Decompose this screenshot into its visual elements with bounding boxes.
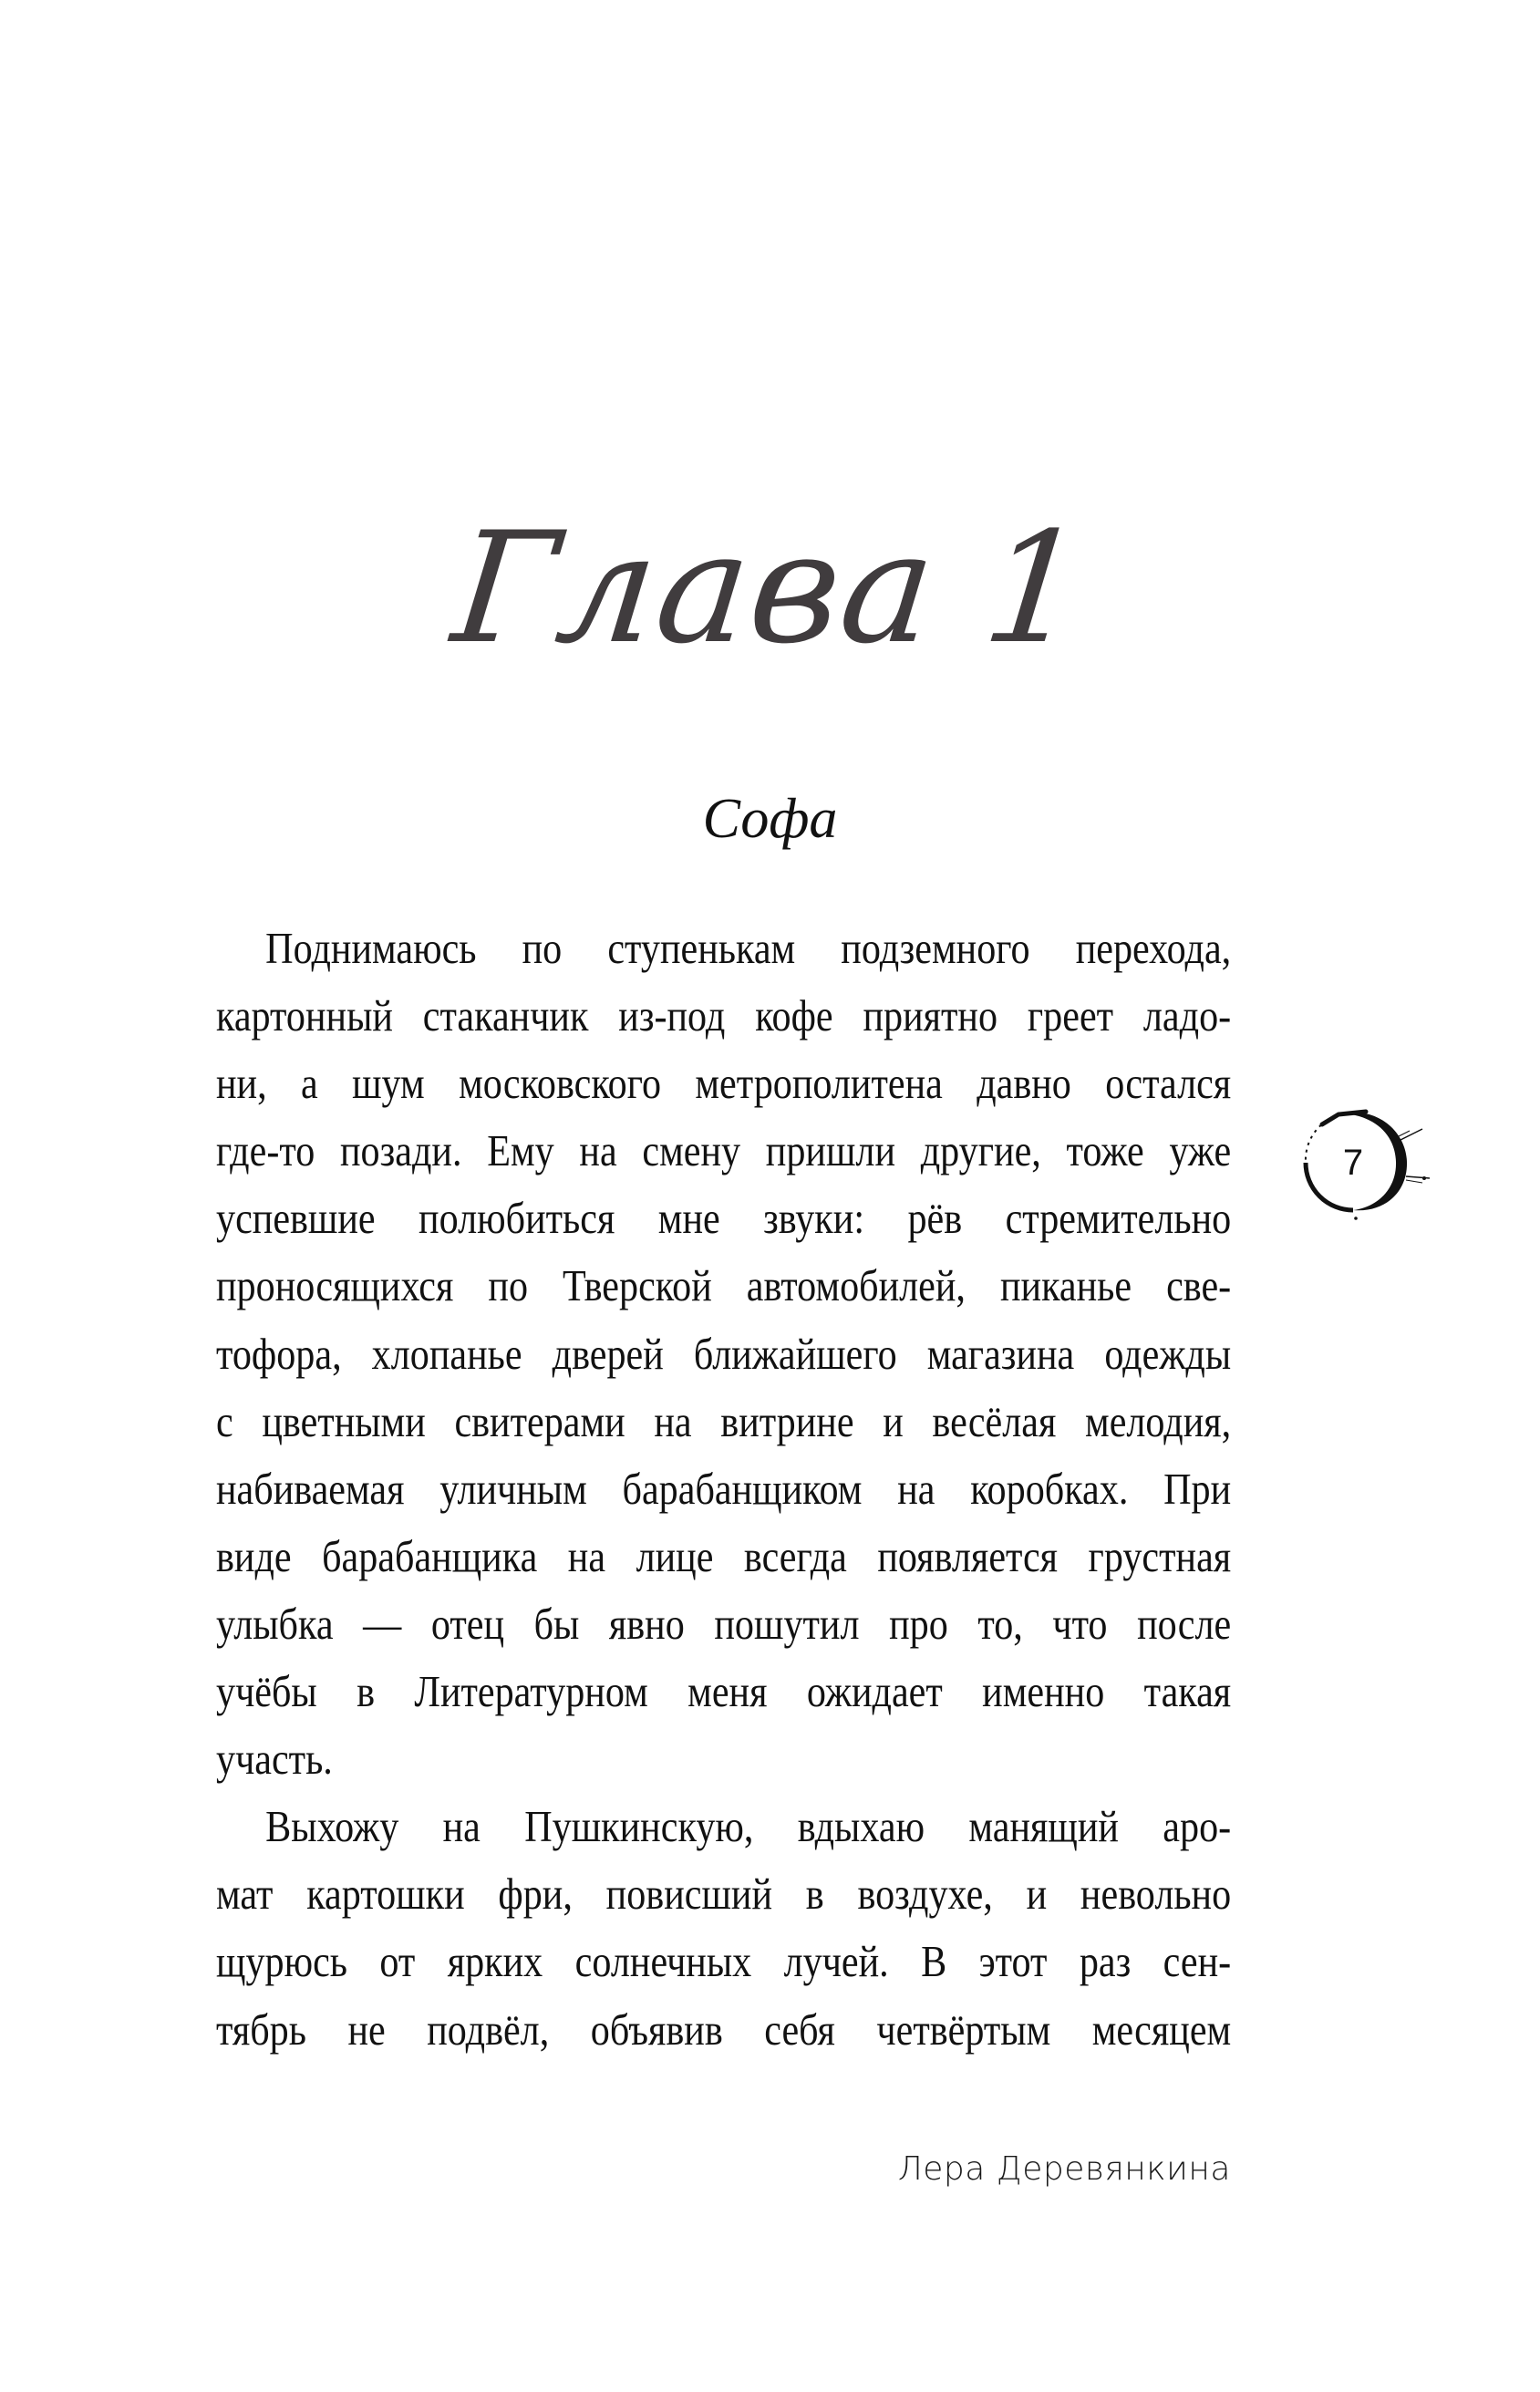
text-line: Выхожу на Пушкинскую, вдыхаю манящий аро-	[265, 1801, 1232, 1852]
text-line: участь.	[216, 1734, 333, 1785]
paragraph-1	[216, 915, 1231, 1793]
page-number-marker	[1286, 1094, 1431, 1240]
chapter-subtitle: Софа	[702, 788, 838, 850]
text-line: успевшие полюбиться мне звуки: рёв стремительно	[216, 1193, 1232, 1244]
text-line: улыбка — отец бы явно пошутил про то, что после	[216, 1598, 1232, 1649]
text-line: мат картошки фри, повисший в воздухе, и невольно	[216, 1869, 1232, 1920]
text-line: Поднимаюсь по ступенькам подземного перехода,	[265, 923, 1232, 973]
chapter-title: Глава 1	[445, 499, 1095, 678]
paragraph-2	[216, 1793, 1231, 2063]
text-line: с цветными свитерами на витрине и весёлая мелодия,	[216, 1395, 1232, 1446]
body-text	[216, 915, 1231, 2064]
text-line: картонный стаканчик из-под кофе приятно греет ладо-	[216, 990, 1232, 1041]
text-line: щурюсь от ярких солнечных лучей. В этот раз сен-	[216, 1936, 1232, 1987]
text-line: ни, а шум московского метрополитена давно остался	[216, 1058, 1232, 1109]
text-line: проносящихся по Тверской автомобилей, пиканье све-	[216, 1260, 1232, 1311]
page-number: 7	[1342, 1142, 1364, 1183]
text-line: учёбы в Литературном меня ожидает именно такая	[216, 1666, 1232, 1717]
footer-author: Лера Деревянкина	[897, 2150, 1231, 2188]
text-line: где-то позади. Ему на смену пришли другие, тоже уже	[216, 1125, 1232, 1176]
text-line: набиваемая уличным барабанщиком на коробках. При	[216, 1463, 1232, 1514]
text-line: тофора, хлопанье дверей ближайшего магазина одежды	[216, 1328, 1232, 1379]
text-line: тябрь не подвёл, объявив себя четвёртым месяцем	[216, 2004, 1232, 2055]
text-line: виде барабанщика на лице всегда появляется грустная	[216, 1530, 1232, 1581]
